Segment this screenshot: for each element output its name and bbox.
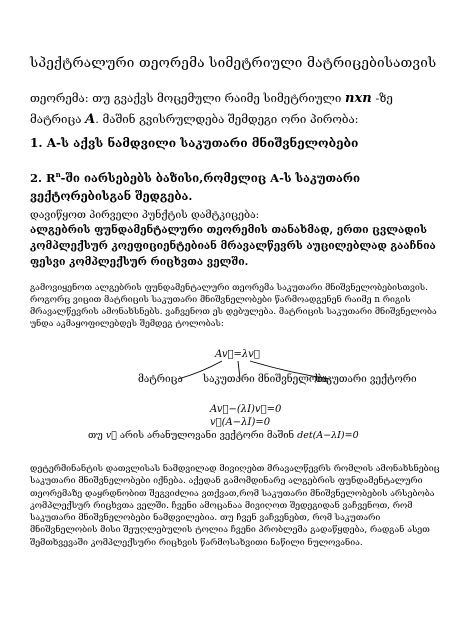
equation-line-2: v⃗(A−λI)=0 [210,417,271,428]
note-determinant: det(A−λI)=0 [297,430,359,441]
note-vector: v⃗ [105,430,117,441]
proof-bold-paragraph: ალგებრის ფუნდამენტალური თეორემის თანახმად, ერთი ცვლადის კომპლექსურ კოეფიციენტებიან მრავალწევრს აუცილებლად გააჩნია ფესვი კომპლექსურ რიცხვთა ველში. [30,224,436,268]
statement-2-a: 2. R [30,170,56,185]
note-a: თუ [88,430,106,441]
theorem-line2-b: . მაშინ გვისრულდება შემდეგი ორი პირობა: [95,112,359,126]
label-eigenvector: საკუთარი ვექტორი [315,374,417,385]
proof-intro: დავიწყოთ პირველი პუნქტის დამტკიცება: [30,209,260,221]
document-title: სპექტრალური თეორემა სიმეტრიული მატრიცებისათვის [30,55,437,71]
theorem-line2-a: მატრიცა [30,112,86,126]
statement-2 [30,166,444,205]
equation-labels [0,374,474,388]
theorem-matrix: A [85,112,96,127]
intro-paragraph: გამოვიყენოთ ალგებრის ფუნდამენტალური თეორემა საკუთარი მნიშვნელობებისთვის. როგორც ვიცით მატრიცის საკუთარი მნიშვნელობები წარმოადგენენ რაიმე n რიგის მრავალწევრის ამონახსნებს. ვაჩვენოთ ეს დებულება. მატრიცის საკუთარი მნიშვნელობა უნდა აკმაყოფილებდეს შემდეგ ტოლობას: [30,283,437,329]
theorem-statement [30,88,444,130]
note-b: არის არანულოვანი ვექტორი მაშინ [116,430,298,441]
equation-line-1: Av⃗−(λI)v⃗=0 [210,404,282,415]
eigen-equation: Av⃗=λv⃗ [215,349,260,360]
final-paragraph: დეტერმინანტის დათვლისას ნამდვილად მივიღებთ მრავალწევრს რომლის ამონახსნებიც საკუთარი მნიშვნელობები იქნება. აქედან გამომდინარე ალგებრის ფუნდამენტალური თეორემაზე დაყრდნობით შეგვიძლია ვთქვათ,რომ საკუთარი მნიშვნელობების არსებობა კომპლექსურ რიცხვთა ველში. ჩვენი ამოცანაა მივიღოთ შედეგიდან ვაჩვენოთ, რომ საკუთარი მნიშვნელობები ნამდვილებია. თუ ჩვენ ვაჩვენებთ, რომ საკუთარი მნიშვნელობის მისი შეუღლებულის ტოლია ჩვენი პრობლემა გადაწყდება, რადგან ასეთ შემთხვევაში კომპლექსური რიცხვის წარმოსახვითი ნაწილი ნულოვანია. [30,464,440,548]
determinant-note [88,430,359,441]
derived-equations [210,403,281,429]
label-matrix: მატრიცა [138,374,183,385]
theorem-lead: თეორემა: თუ გვაქვს მოცემული რაიმე სიმეტრიული [30,91,346,105]
theorem-tail: -ზე [371,91,393,105]
label-eigenvalue: საკუთარი მნიშვნელობა [203,374,329,385]
statement-2-b: -ში იარსებებს ბაზისი,რომელიც A-ს საკუთარი ვექტორებისგან შედგება. [30,170,361,203]
theorem-dimension: nxn [345,91,372,106]
statement-2-sup: n [55,170,61,179]
statement-1: 1. A-ს აქვს ნამდვილი საკუთარი მნიშვნელობები [30,136,359,150]
